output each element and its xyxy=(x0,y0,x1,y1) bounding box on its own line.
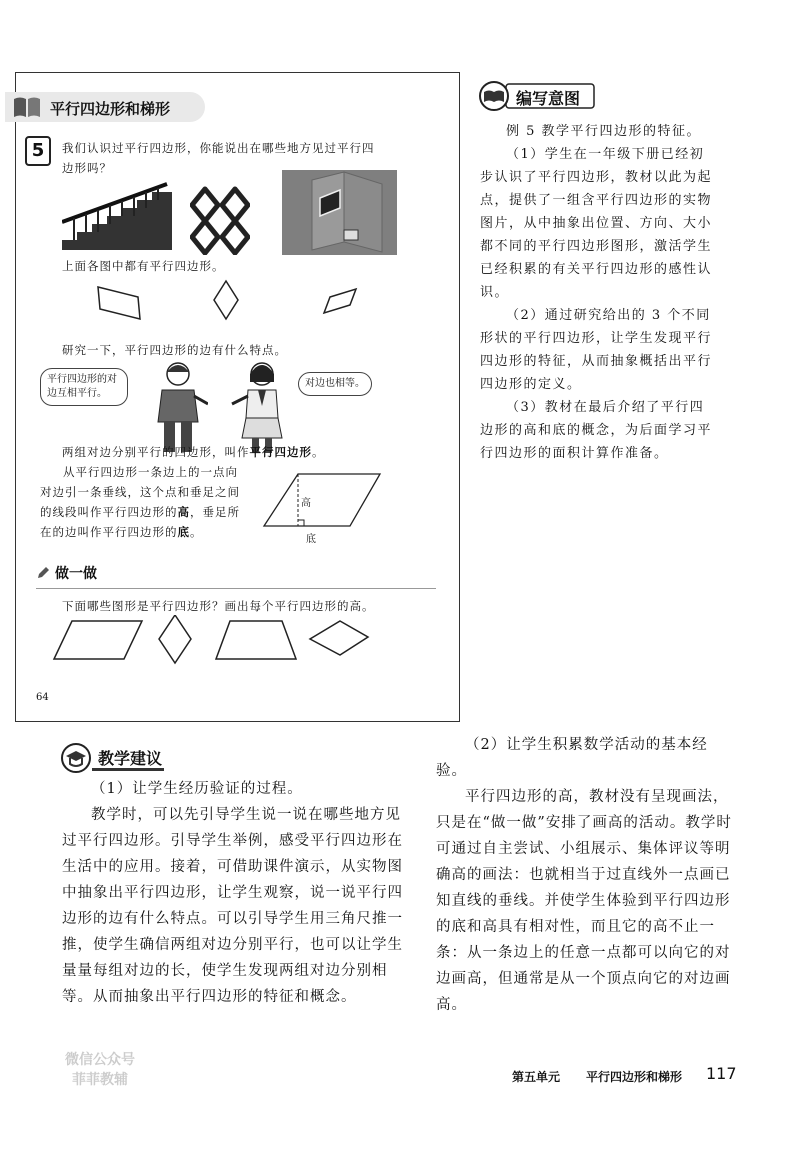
footer-page-number: 117 xyxy=(706,1064,737,1083)
inset-page-number: 64 xyxy=(36,692,49,703)
suggestion-right-column xyxy=(436,732,736,1018)
book-icon xyxy=(12,95,42,123)
statement-all-have-parallelograms: 上面各图中都有平行四边形。 xyxy=(62,259,225,273)
height-label: 高 xyxy=(301,498,311,509)
staircase-railing-image xyxy=(62,182,172,256)
suggestion-right-body: 平行四边形的高，教材没有呈现画法，只是在“做一做”安排了画高的活动。教学时可通过自主尝试、小组展示、集体评议等明确高的画法：也就相当于过直线外一点画已知直线的垂线。并使学生体验到平行四边形的底和高具有相对性，而且它的高不止一条：从一条边上的任意一点都可以向它的对边画高，但通常是从一个顶点向它的对边画高。 xyxy=(436,789,732,1013)
practice-divider xyxy=(36,588,436,589)
watermark-line-2: 菲菲教辅 xyxy=(72,1072,128,1088)
parallelogram-shapes-row xyxy=(90,275,370,329)
practice-title: 做一做 xyxy=(55,566,97,582)
suggestion-header-icon xyxy=(60,742,92,778)
intent-body xyxy=(480,120,712,465)
suggestion-left-body: 教学时，可以先引导学生说一说在哪些地方见过平行四边形。引导学生举例，感受平行四边形在生活中的应用。接着，可借助课件演示，从实物图中抽象出平行四边形，让学生观察，说一说平行四边形的边有什么特点。可以引导学生用三角尺推一推，使学生确信两组对边分别平行，也可以让学生量量每组对边的长，使学生发现两组对边分别相等。从而抽象出平行四边形的特征和概念。 xyxy=(62,807,403,1005)
speech-bubble-girl: 对边也相等。 xyxy=(298,372,372,396)
height-base-definition xyxy=(40,462,248,542)
definition-text-pre: 两组对边分别平行的四边形，叫作 xyxy=(62,445,250,459)
intent-paragraph-1: （1）学生在一年级下册已经初步认识了平行四边形，教材以此为起点，提供了一组含平行四边形的实物图片，从中抽象出位置、方向、大小都不同的平行四边形图形，激活学生已经积累的有关平行四边形的感性认识。 xyxy=(480,147,713,300)
prompt-edge-features: 研究一下，平行四边形的边有什么特点。 xyxy=(62,343,287,357)
height-term: 高 xyxy=(177,505,190,519)
height-text-2: ，垂足所在的边叫作平行四边形的 xyxy=(40,505,240,539)
parallelogram-definition xyxy=(62,442,325,462)
intent-paragraph-2: （2）通过研究给出的 3 个不同形状的平行四边形，让学生发现平行四边形的特征，从而抽象概括出平行四边形的定义。 xyxy=(480,308,713,392)
practice-question: 下面哪些图形是平行四边形？画出每个平行四边形的高。 xyxy=(62,599,375,613)
example-number-badge: 5 xyxy=(25,136,51,166)
watermark xyxy=(40,1050,160,1090)
watermark-line-1: 微信公众号 xyxy=(65,1052,135,1068)
example-question: 我们认识过平行四边形，你能说出在哪些地方见过平行四边形吗？ xyxy=(62,141,375,175)
base-label: 底 xyxy=(306,534,316,545)
traffic-sign-photo xyxy=(282,170,397,255)
definition-text-post: 。 xyxy=(312,445,325,459)
footer-chapter: 平行四边形和梯形 xyxy=(586,1070,683,1084)
suggestion-left-column xyxy=(62,776,414,1010)
lattice-gate-image xyxy=(190,185,250,259)
suggestion-left-heading: （1）让学生经历验证的过程。 xyxy=(91,781,303,797)
open-book-icon xyxy=(480,82,508,110)
height-text-1: 从平行四边形一条边上的一点向对边引一条垂线，这个点和垂足之间的线段叫作平行四边形的 xyxy=(40,465,240,519)
intent-paragraph-3: （3）教材在最后介绍了平行四边形的高和底的概念，为后面学习平行四边形的面积计算作准备。 xyxy=(480,400,713,461)
intent-title: 编写意图 xyxy=(516,89,581,108)
height-text-3: 。 xyxy=(190,525,203,539)
base-term: 底 xyxy=(177,525,190,539)
suggestion-right-heading: （2）让学生积累数学活动的基本经验。 xyxy=(436,737,708,779)
speech-bubble-boy: 平行四边形的对边互相平行。 xyxy=(40,368,128,406)
practice-shapes-row xyxy=(50,615,380,669)
definition-term: 平行四边形 xyxy=(249,445,312,459)
suggestion-title-underline xyxy=(92,768,164,771)
height-base-diagram xyxy=(258,470,388,534)
intent-paragraph-0: 例 5 教学平行四边形的特征。 xyxy=(506,124,702,139)
pencil-icon xyxy=(36,565,50,584)
footer-unit: 第五单元 xyxy=(512,1070,561,1084)
lesson-title: 平行四边形和梯形 xyxy=(50,100,171,118)
suggestion-title: 教学建议 xyxy=(98,749,163,768)
